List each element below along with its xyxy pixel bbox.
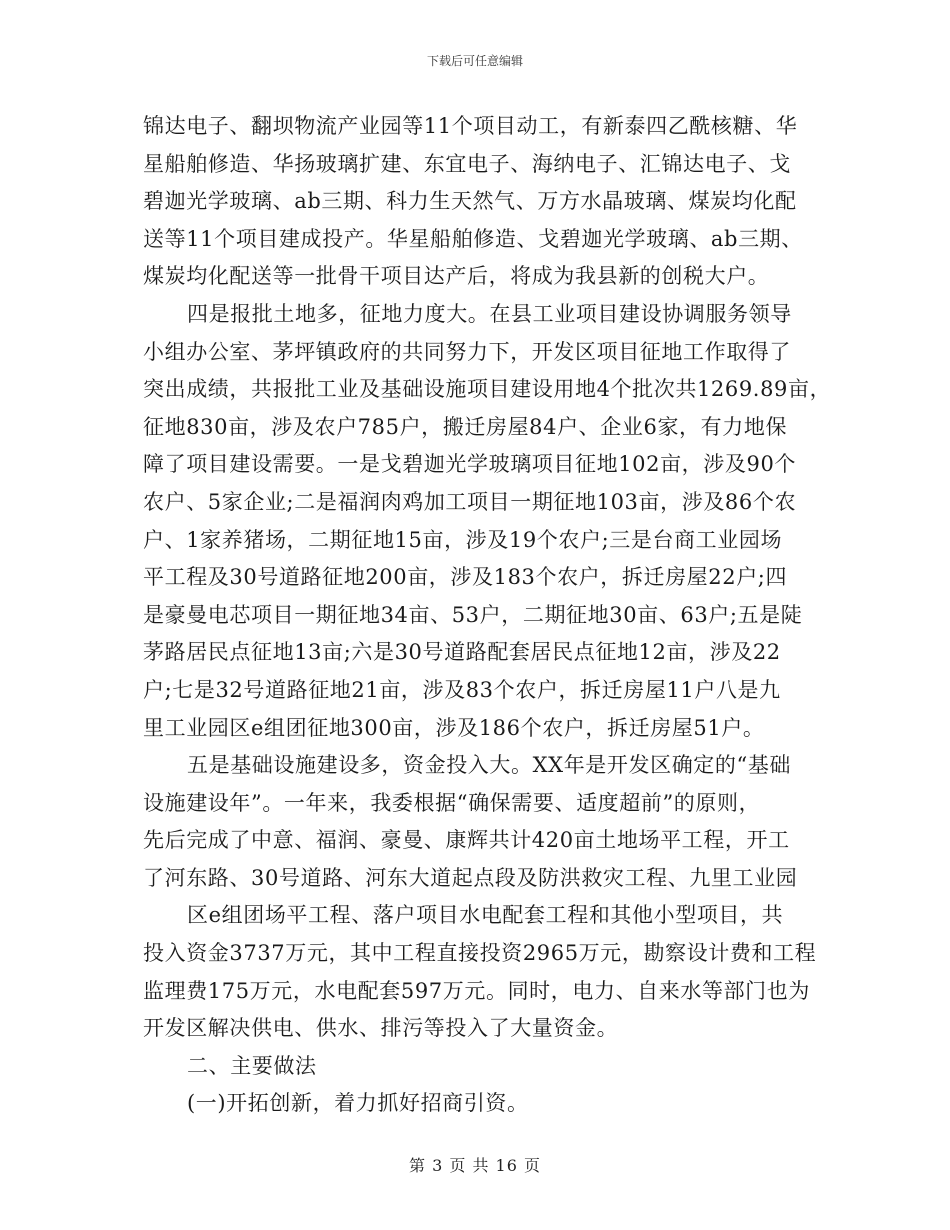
page-header: 下载后可任意编辑 [426, 54, 523, 68]
text-line: 锦达电子、翻坝物流产业园等11个项目动工，有新泰四乙酰核糖、华 [143, 114, 798, 138]
text-line: 送等11个项目建成投产。华星船舶修造、戈碧迦光学玻璃、ab三期、 [143, 226, 803, 251]
page-number-footer: 第 3 页 共 16 页 [409, 1156, 541, 1175]
text-line: 开发区解决供电、供水、排污等投入了大量资金。 [143, 1016, 619, 1041]
text-line: 投入资金3737万元，其中工程直接投资2965万元，勘察设计费和工程 [143, 941, 817, 966]
subsection-heading: (一)开拓创新，着力抓好招商引资。 [187, 1091, 529, 1116]
text-line: 户;七是32号道路征地21亩，涉及83个农户，拆迁房屋11户八是九 [143, 677, 781, 702]
text-line: 了河东路、30号道路、河东大道起点段及防洪救灾工程、九里工业园 [143, 865, 798, 890]
text-line: 征地830亩，涉及农户785户，搬迁房屋84户、企业6家，有力地保 [143, 414, 788, 439]
text-line: 平工程及30号道路征地200亩，涉及183个农户，拆迁房屋22户;四 [143, 565, 788, 590]
text-line: 星船舶修造、华扬玻璃扩建、东宜电子、海纳电子、汇锦达电子、戈 [143, 151, 791, 176]
text-line: 碧迦光学玻璃、ab三期、科力生天然气、万方水晶玻璃、煤炭均化配 [143, 189, 797, 214]
text-line: 是豪曼电芯项目一期征地34亩、53户，二期征地30亩、63户;五是陡 [143, 602, 803, 627]
text-line: 先后完成了中意、福润、豪曼、康辉共计420亩土地场平工程，开工 [143, 828, 790, 853]
text-line: 煤炭均化配送等一批骨干项目达产后，将成为我县新的创税大户。 [143, 264, 770, 289]
paragraph-start-line: 五是基础设施建设多，资金投入大。XX年是开发区确定的“基础 [187, 753, 792, 778]
section-heading: 二、主要做法 [187, 1053, 317, 1078]
text-line: 里工业园区e组团征地300亩，涉及186个农户，拆迁房屋51户。 [143, 715, 765, 740]
text-line: 监理费175万元，水电配套597万元。同时，电力、自来水等部门也为 [143, 978, 810, 1003]
text-line: 农户、5家企业;二是福润肉鸡加工项目一期征地103亩，涉及86个农 [143, 489, 797, 514]
text-line: 设施建设年”。一年来，我委根据“确保需要、适度超前”的原则， [143, 790, 761, 815]
text-line: 小组办公室、茅坪镇政府的共同努力下，开发区项目征地工作取得了 [143, 339, 791, 364]
document-body [143, 108, 833, 1123]
paragraph-start-line: 四是报批土地多，征地力度大。在县工业项目建设协调服务领导 [187, 301, 792, 326]
text-line: 突出成绩，共报批工业及基础设施项目建设用地4个批次共1269.89亩， [143, 377, 832, 402]
text-line: 户、1家养猪场，二期征地15亩，涉及19个农户;三是台商工业园场 [143, 527, 783, 552]
text-line: 障了项目建设需要。一是戈碧迦光学玻璃项目征地102亩，涉及90个 [143, 452, 797, 477]
text-line: 区e组团场平工程、落户项目水电配套工程和其他小型项目，共 [187, 903, 784, 928]
text-line: 茅路居民点征地13亩;六是30号道路配套居民点征地12亩，涉及22 [143, 640, 781, 665]
